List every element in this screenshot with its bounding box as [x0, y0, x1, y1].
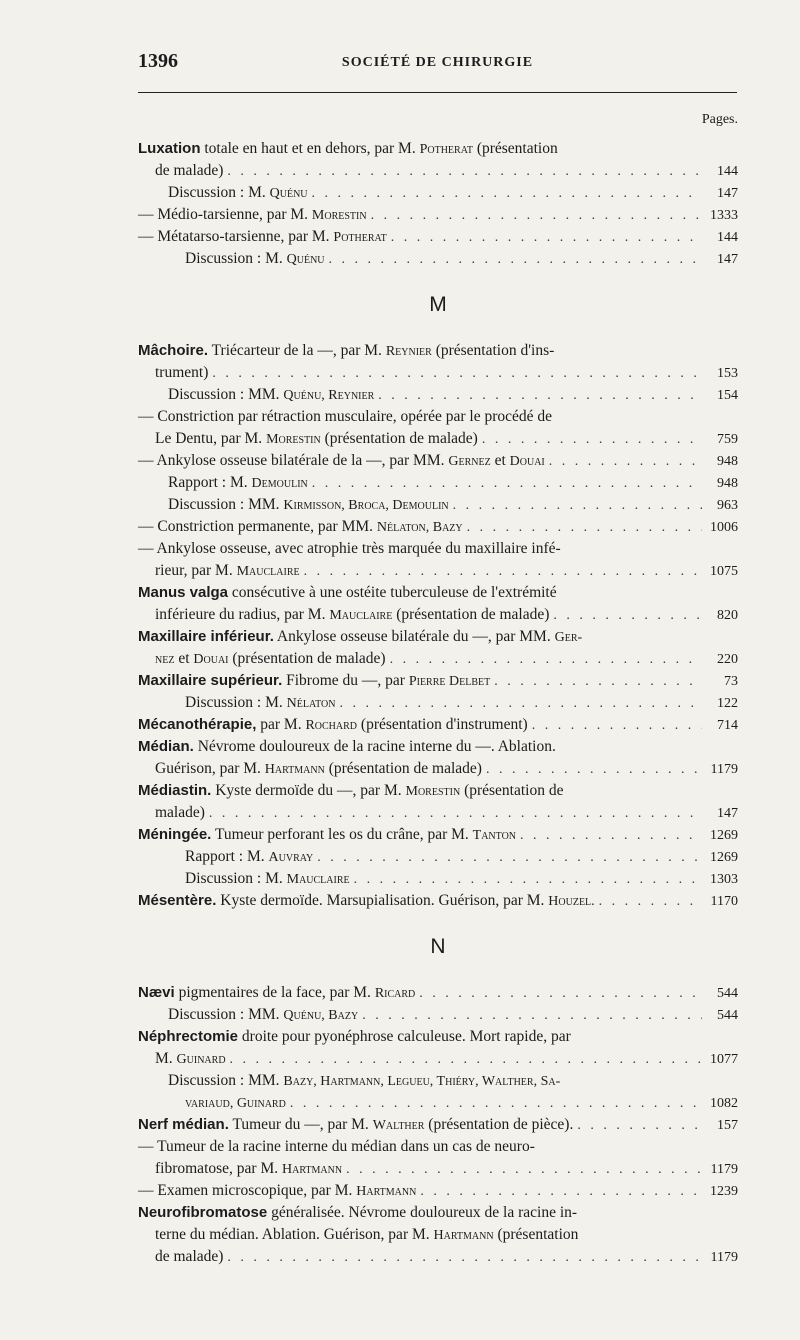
index-line	[138, 204, 738, 226]
dot-leader	[494, 671, 702, 693]
entry-text: Kyste dermoïde du —, par M.	[211, 782, 406, 799]
dot-leader	[339, 693, 702, 715]
index-line	[138, 846, 738, 868]
entry-text: (présentation d'instrument)	[357, 716, 528, 733]
index-line	[138, 758, 738, 780]
page-reference: 220	[717, 652, 738, 667]
dot-leader	[486, 759, 702, 781]
entry-text: Névrome douloureux de la racine interne du —. Ablation.	[193, 738, 556, 755]
index-line	[138, 1224, 738, 1246]
page-reference: 1077	[710, 1052, 738, 1067]
header-rule	[138, 92, 737, 93]
index-line	[138, 1180, 738, 1202]
page-reference: 714	[717, 718, 738, 733]
entry-text: Fibrome du —, par	[282, 672, 409, 689]
entry-text: (présentation de	[460, 782, 564, 799]
index-line-text	[155, 362, 208, 384]
pages-column-label: Pages.	[701, 112, 738, 127]
page-reference: 1170	[710, 894, 738, 909]
entry-heading: Nerf médian.	[138, 1116, 229, 1133]
author-name: Tanton	[472, 828, 517, 843]
entry-text: pigmentaires de la face, par M.	[174, 984, 375, 1001]
entry-heading: Neurofibromatose	[138, 1204, 268, 1221]
entry-heading: Manus valga	[138, 584, 229, 601]
dot-leader	[599, 891, 702, 913]
entry-text: Ankylose osseuse bilatérale du —, par MM.	[273, 628, 555, 645]
index-line	[138, 780, 738, 802]
entry-text: — Médio-tarsienne, par M.	[138, 206, 312, 223]
author-name: Ger-	[554, 630, 583, 645]
index-line-text	[138, 450, 545, 473]
index-line-text	[185, 1092, 286, 1115]
dot-leader	[420, 1181, 702, 1203]
entry-text: trument)	[155, 364, 209, 381]
dot-leader	[553, 605, 702, 627]
author-name: Ricard	[374, 986, 416, 1001]
author-name: Morestin	[311, 208, 367, 223]
entry-heading: Luxation	[138, 140, 201, 157]
dot-leader	[362, 1005, 702, 1027]
index-line-text	[168, 472, 308, 495]
author-name: Nélaton, Bazy	[376, 520, 463, 535]
index-line	[138, 450, 738, 472]
dot-leader	[317, 847, 702, 869]
dot-leader	[391, 227, 702, 249]
entry-text: (présentation de malade)	[320, 430, 478, 447]
page-reference: 157	[717, 1118, 738, 1133]
page-reference: 1006	[710, 520, 738, 535]
entry-heading: Mésentère.	[138, 892, 217, 909]
index-line	[138, 1026, 738, 1048]
entry-text: Rapport : M.	[185, 848, 269, 865]
page-reference: 73	[724, 674, 738, 689]
entry-heading: Médian.	[138, 738, 194, 755]
index-line-text	[155, 1224, 578, 1247]
entry-text: fibromatose, par M.	[155, 1160, 282, 1177]
dot-leader	[209, 803, 702, 825]
index-line	[138, 1136, 738, 1158]
entry-text: Discussion : M.	[185, 694, 287, 711]
entry-text: — Métatarso-tarsienne, par M.	[138, 228, 334, 245]
index-line	[138, 802, 738, 824]
running-title: SOCIÉTÉ DE CHIRURGIE	[341, 55, 534, 70]
index-line	[138, 248, 738, 270]
entry-text: M.	[155, 1050, 177, 1067]
index-line-text	[138, 226, 387, 249]
index-line	[138, 406, 738, 428]
dot-leader	[312, 183, 702, 205]
index-line	[138, 560, 738, 582]
index-line	[138, 1092, 738, 1114]
entry-text: — Constriction permanente, par MM.	[138, 518, 377, 535]
index-line	[138, 494, 738, 516]
entry-text: et	[490, 452, 510, 469]
index-line	[138, 714, 738, 736]
dot-leader	[312, 473, 702, 495]
page-header	[138, 50, 737, 80]
index-line	[138, 1202, 738, 1224]
dot-leader	[354, 869, 702, 891]
author-name: nez	[155, 652, 175, 667]
index-line	[138, 890, 738, 912]
dot-leader	[329, 249, 702, 271]
dot-leader	[577, 1115, 702, 1137]
index-line-text	[155, 758, 482, 781]
entry-text: — Tumeur de la racine interne du médian dans un cas de neuro-	[138, 1138, 535, 1155]
author-name: Mauclaire	[286, 872, 350, 887]
dot-leader	[230, 1049, 702, 1071]
entry-text: Discussion : MM.	[168, 1006, 284, 1023]
letter-heading-n: N	[430, 935, 446, 958]
author-name: Hartmann	[433, 1228, 494, 1243]
letter-heading-m: M	[429, 293, 447, 316]
entry-heading: Néphrectomie	[138, 1028, 239, 1045]
author-name: Gernez	[448, 454, 491, 469]
author-name: Hartmann	[281, 1162, 343, 1177]
index-line	[138, 516, 738, 538]
page-reference: 963	[717, 498, 738, 513]
author-name: Quénu	[269, 186, 308, 201]
section-n	[138, 982, 738, 1268]
author-name: variaud, Guinard	[185, 1096, 286, 1111]
index-line-text	[185, 248, 325, 271]
dot-leader	[304, 561, 702, 583]
author-name: Douai	[193, 652, 229, 667]
index-line-text	[138, 780, 563, 803]
index-line	[138, 1048, 738, 1070]
index-line-text	[155, 560, 300, 583]
author-name: Auvray	[268, 850, 314, 865]
page-reference: 144	[717, 164, 738, 179]
page-reference: 147	[717, 186, 738, 201]
author-name: Quénu	[286, 252, 325, 267]
page-reference: 147	[717, 806, 738, 821]
entry-text: — Ankylose osseuse bilatérale de la —, par MM.	[138, 452, 449, 469]
index-line-text	[155, 1246, 223, 1268]
author-name: Nélaton	[286, 696, 336, 711]
entry-heading: Mâchoire.	[138, 342, 209, 359]
index-line-text	[168, 494, 449, 517]
author-name: Morestin	[405, 784, 461, 799]
dot-leader	[227, 161, 702, 183]
index-line-text	[155, 648, 386, 671]
entry-text: et	[174, 650, 194, 667]
index-line	[138, 736, 738, 758]
dot-leader	[371, 205, 702, 227]
page-number: 1396	[138, 50, 178, 72]
author-name: Mauclaire	[236, 564, 300, 579]
entry-text: (présentation d'ins-	[431, 342, 555, 359]
dot-leader	[419, 983, 702, 1005]
page-reference: 544	[717, 1008, 738, 1023]
entry-text: (présentation	[472, 140, 558, 157]
page-reference: 1082	[710, 1096, 738, 1111]
index-line-text	[138, 406, 552, 428]
page-reference: 144	[717, 230, 738, 245]
dot-leader	[390, 649, 702, 671]
index-line	[138, 1158, 738, 1180]
page-reference: 1239	[710, 1184, 738, 1199]
entry-text: de malade)	[155, 1248, 224, 1265]
index-line-text	[138, 538, 561, 560]
dot-leader	[532, 715, 702, 737]
entry-text: Discussion : M.	[185, 870, 287, 887]
page-reference: 1179	[710, 762, 738, 777]
page-reference: 1269	[710, 850, 738, 865]
index-line-text	[138, 626, 582, 649]
index-line	[138, 182, 738, 204]
author-name: Potherat	[333, 230, 387, 245]
index-line-text	[138, 1180, 416, 1203]
index-line-text	[168, 384, 374, 407]
entry-text: — Examen microscopique, par M.	[138, 1182, 357, 1199]
entry-text: Discussion : M.	[185, 250, 287, 267]
index-line	[138, 626, 738, 648]
author-name: Quénu, Bazy	[283, 1008, 359, 1023]
index-line-text	[138, 982, 415, 1005]
index-line	[138, 824, 738, 846]
index-line	[138, 340, 738, 362]
index-line	[138, 428, 738, 450]
entry-text: inférieure du radius, par M.	[155, 606, 330, 623]
index-line-text	[138, 582, 557, 604]
index-line	[138, 160, 738, 182]
entry-heading: Maxillaire supérieur.	[138, 672, 283, 689]
entry-text: Discussion : M.	[168, 184, 270, 201]
page-reference: 1269	[710, 828, 738, 843]
page-reference: 820	[717, 608, 738, 623]
entry-text: consécutive à une ostéite tuberculeuse de l'extrémité	[228, 584, 557, 601]
index-line-text	[138, 1202, 577, 1224]
author-name: Demoulin	[251, 476, 308, 491]
dot-leader	[482, 429, 702, 451]
dot-leader	[227, 1247, 702, 1269]
entry-text: (présentation de malade)	[228, 650, 386, 667]
dot-leader	[520, 825, 702, 847]
page-reference: 154	[717, 388, 738, 403]
author-name: Douai	[509, 454, 545, 469]
entry-text: (présentation de pièce).	[424, 1116, 574, 1133]
entry-text: Tumeur du —, par M.	[228, 1116, 373, 1133]
section-l	[138, 138, 738, 270]
entry-text: Discussion : MM.	[168, 496, 284, 513]
index-line-text	[155, 428, 478, 451]
page-reference: 122	[717, 696, 738, 711]
entry-text: (présentation	[493, 1226, 579, 1243]
index-line	[138, 982, 738, 1004]
author-name: Potherat	[419, 142, 473, 157]
index-entries	[138, 138, 738, 1268]
page-reference: 147	[717, 252, 738, 267]
index-line-text	[138, 736, 556, 758]
entry-text: malade)	[155, 804, 205, 821]
dot-leader	[212, 363, 702, 385]
index-line-text	[138, 890, 595, 913]
page-reference: 1303	[710, 872, 738, 887]
entry-text: (présentation de malade)	[392, 606, 550, 623]
entry-text: terne du médian. Ablation. Guérison, par M.	[155, 1226, 434, 1243]
entry-text: de malade)	[155, 162, 224, 179]
entry-heading: Méningée.	[138, 826, 212, 843]
index-line-text	[138, 824, 516, 847]
entry-text: Discussion : MM.	[168, 1072, 284, 1089]
index-line-text	[155, 604, 549, 627]
author-name: Guinard	[176, 1052, 226, 1067]
author-name: Hartmann	[356, 1184, 417, 1199]
dot-leader	[467, 517, 702, 539]
index-line	[138, 138, 738, 160]
index-line	[138, 384, 738, 406]
entry-text: droite pour pyonéphrose calculeuse. Mort rapide, par	[238, 1028, 571, 1045]
index-line	[138, 1004, 738, 1026]
entry-text: Tumeur perforant les os du crâne, par M.	[211, 826, 473, 843]
index-line-text	[155, 1048, 226, 1071]
entry-text: Kyste dermoïde. Marsupialisation. Guérison, par M.	[216, 892, 549, 909]
index-line-text	[168, 1004, 358, 1027]
author-name: Walther	[372, 1118, 425, 1133]
index-line	[138, 692, 738, 714]
entry-heading: Maxillaire inférieur.	[138, 628, 274, 645]
page-reference: 948	[717, 454, 738, 469]
entry-text: rieur, par M.	[155, 562, 237, 579]
index-line-text	[155, 802, 205, 824]
author-name: Mauclaire	[329, 608, 393, 623]
index-line-text	[138, 1114, 573, 1137]
entry-text: Rapport : M.	[168, 474, 252, 491]
index-line-text	[138, 138, 558, 161]
entry-text: totale en haut et en dehors, par M.	[200, 140, 420, 157]
index-line	[138, 362, 738, 384]
index-line-text	[185, 846, 313, 869]
author-name: Rochard	[305, 718, 358, 733]
author-name: Quénu, Reynier	[283, 388, 375, 403]
author-name: Hartmann	[264, 762, 325, 777]
dot-leader	[378, 385, 702, 407]
index-line-text	[168, 182, 308, 205]
page-reference: 1333	[710, 208, 738, 223]
author-name: Reynier	[385, 344, 432, 359]
section-m	[138, 340, 738, 912]
index-line-text	[138, 340, 554, 363]
entry-text: — Constriction par rétraction musculaire, opérée par le procédé de	[138, 408, 553, 425]
dot-leader	[549, 451, 702, 473]
page-reference: 1179	[710, 1162, 738, 1177]
index-line-text	[155, 1158, 342, 1181]
dot-leader	[290, 1093, 702, 1115]
index-line-text	[138, 670, 490, 693]
author-name: Bazy, Hartmann, Legueu, Thiéry, Walther, Sa-	[283, 1074, 561, 1089]
author-name: Morestin	[266, 432, 321, 447]
index-line	[138, 226, 738, 248]
index-line-text	[168, 1070, 560, 1093]
page-reference: 1179	[710, 1250, 738, 1265]
index-line-text	[138, 516, 463, 539]
dot-leader	[346, 1159, 702, 1181]
index-line	[138, 1114, 738, 1136]
entry-heading: Nævi	[138, 984, 175, 1001]
index-line	[138, 648, 738, 670]
entry-text: (présentation de malade)	[324, 760, 482, 777]
entry-text: Discussion : MM.	[168, 386, 284, 403]
entry-text: Triécarteur de la —, par M.	[208, 342, 386, 359]
index-line	[138, 604, 738, 626]
entry-heading: Médiastin.	[138, 782, 212, 799]
page-reference: 544	[717, 986, 738, 1001]
index-line	[138, 472, 738, 494]
index-line-text	[155, 160, 223, 182]
index-line-text	[185, 868, 350, 891]
entry-text: Guérison, par M.	[155, 760, 265, 777]
index-line-text	[138, 204, 367, 227]
author-name: Pierre Delbet	[408, 674, 491, 689]
index-line	[138, 582, 738, 604]
entry-text: — Ankylose osseuse, avec atrophie très marquée du maxillaire infé-	[138, 540, 561, 557]
author-name: Houzel.	[548, 894, 595, 909]
index-line-text	[138, 1136, 535, 1158]
index-line-text	[138, 1026, 571, 1048]
index-line	[138, 670, 738, 692]
page-reference: 759	[717, 432, 738, 447]
entry-text: généralisée. Névrome douloureux de la racine in-	[267, 1204, 578, 1221]
dot-leader	[453, 495, 702, 517]
index-line-text	[138, 714, 528, 737]
entry-text: par M.	[256, 716, 306, 733]
index-line	[138, 538, 738, 560]
index-line	[138, 1070, 738, 1092]
index-line-text	[185, 692, 335, 715]
page-reference: 1075	[710, 564, 738, 579]
author-name: Kirmisson, Broca, Demoulin	[283, 498, 449, 513]
entry-heading: Mécanothérapie,	[138, 716, 257, 733]
page-reference: 153	[717, 366, 738, 381]
index-line	[138, 1246, 738, 1268]
entry-text: Le Dentu, par M.	[155, 430, 267, 447]
index-line	[138, 868, 738, 890]
page-reference: 948	[717, 476, 738, 491]
